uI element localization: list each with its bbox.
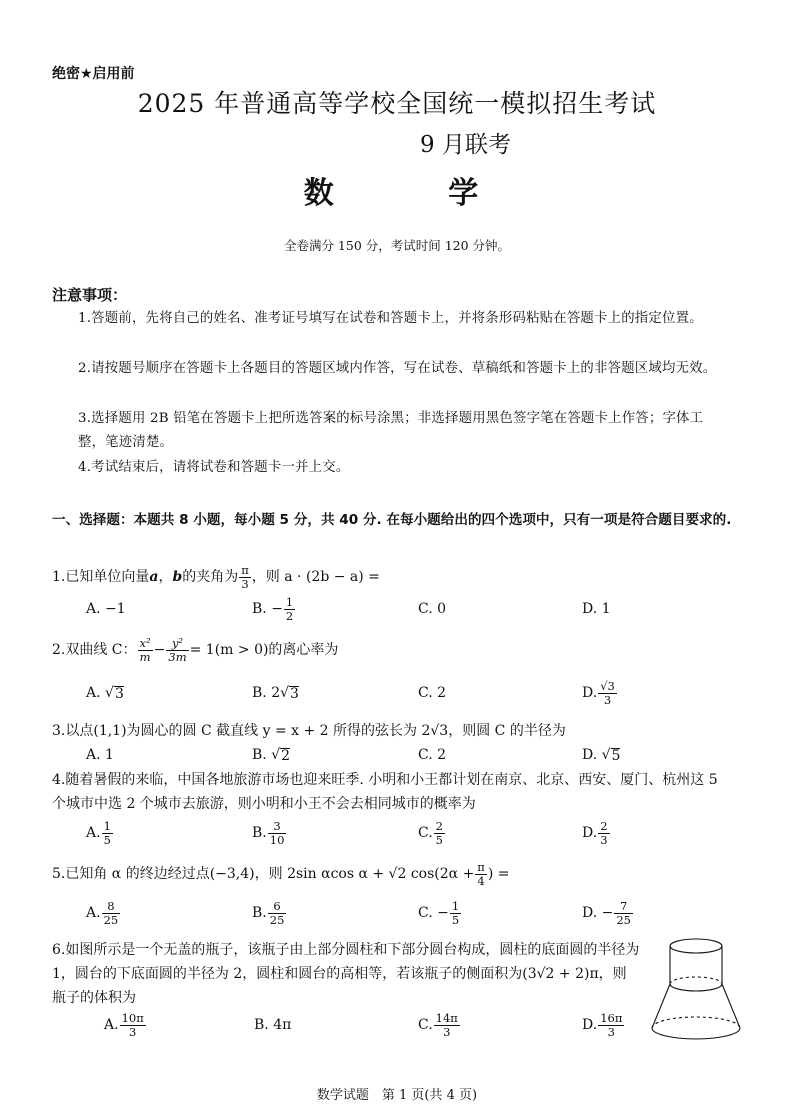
q4-option-a: A. $\frac{1}{5}$ xyxy=(86,818,111,847)
q1-option-c: C. 0 xyxy=(418,601,447,617)
q3-option-d: D. √ 5 xyxy=(582,747,621,764)
notice-item: 4.考试结束后，请将试卷和答题卡一并上交。 xyxy=(78,460,350,475)
cylinder-bottom-back xyxy=(670,977,722,984)
q3-option-b: B. √ 2 xyxy=(252,747,291,764)
q5-text-pre: 5.已知角 α 的终边经过点(−3,4)，则 2sin αcos α + √2 cos(2α + xyxy=(52,866,475,882)
q4-option-c: C. $\frac{2}{5}$ xyxy=(418,818,443,847)
q5-fraction: $\frac{\pi}{4}$ xyxy=(477,859,485,888)
q5-option-c: C. − $\frac{1}{5}$ xyxy=(418,898,460,927)
score-info: 全卷满分 150 分，考试时间 120 分钟。 xyxy=(283,238,511,253)
question-2 xyxy=(52,634,732,666)
q2-option-d: D. $\frac{√3}{3}$ xyxy=(582,678,615,707)
frustum-left-side xyxy=(652,984,670,1028)
q1-options xyxy=(86,592,726,626)
question-1 xyxy=(52,561,732,593)
notice-item: 3.选择题用 2B 铅笔在答题卡上把所选答案的标号涂黑；非选择题用黑色签字笔在答题卡上作答；字体工整，笔迹清楚。 xyxy=(78,411,704,450)
q2-option-c: C. 2 xyxy=(418,685,447,701)
q2-fraction-x: $\frac{\text{x²}}{m}$ xyxy=(139,635,151,664)
q5-option-a: A. $\frac{8}{25}$ xyxy=(86,898,119,927)
q2-option-a: A. √ 3 xyxy=(86,685,124,702)
q1-option-d: D. 1 xyxy=(582,601,611,617)
q2-text-pre: 2.双曲线 C： xyxy=(52,642,137,658)
q1-text-pre: 1.已知单位向量 xyxy=(52,569,150,585)
q4-option-b: B. $\frac{3}{10}$ xyxy=(252,818,285,847)
notice-item: 1.答题前，先将自己的姓名、准考证号填写在试卷和答题卡上，并将条形码粘贴在答题卡上的指定位置。 xyxy=(78,311,703,326)
q1-angle-fraction: $\frac{\pi}{3}$ xyxy=(241,562,249,591)
question-6: 6.如图所示是一个无盖的瓶子，该瓶子由上部分圆柱和下部分圆台构成，圆柱的底面圆的半径为 1，圆台的下底面圆的半径为 2，圆柱和圆台的高相等，若该瓶子的侧面积为(3√2 + 2)π，则瓶子的体积为 xyxy=(52,942,640,1006)
q1-text-post: ，则 a · (2b − a) = xyxy=(251,569,380,585)
question-3: 3.以点(1,1)为圆心的圆 C 截直线 y = x + 2 所得的弦长为 2√3，则圆 C 的半径为 xyxy=(52,723,566,739)
q1-option-a: A. −1 xyxy=(86,601,126,617)
q6-option-b: B. 4π xyxy=(254,1017,292,1033)
question-4: 4.随着暑假的来临，中国各地旅游市场也迎来旺季. 小明和小王都计划在南京、北京、西安、厦门、杭州这 5 个城市中选 2 个城市去旅游，则小明和小王不会去相同城市的概率为 xyxy=(52,772,718,812)
question-5 xyxy=(52,858,732,890)
q1-option-b: B. − $\frac{1}{2}$ xyxy=(252,594,294,623)
page-footer: 数学试题 第 1 页(共 4 页) xyxy=(316,1088,478,1103)
q5-option-d: D. − $\frac{7}{25}$ xyxy=(582,898,631,927)
q1-text-mid: 的夹角为 xyxy=(182,569,239,585)
q5-text-post: ) = xyxy=(487,866,510,882)
notice-heading: 注意事项： xyxy=(52,286,128,304)
subject-title: 数 学 xyxy=(303,176,531,211)
q4-option-d: D. $\frac{2}{3}$ xyxy=(582,818,608,847)
cylinder-top-rim xyxy=(670,939,722,953)
exam-subtitle: 9 月联考 xyxy=(420,132,511,158)
frustum-bottom-back xyxy=(652,1017,740,1028)
section-heading: 一、选择题：本题共 8 小题，每小题 5 分，共 40 分. 在每小题给出的四个选项中，只有一项是符合题目要求的. xyxy=(52,512,732,528)
q2-option-b: B. 2√ 3 xyxy=(252,685,299,702)
q1-vector-a: a xyxy=(149,569,159,585)
q6-option-a: A. $\frac{10\pi}{3}$ xyxy=(104,1010,144,1039)
q2-minus: − xyxy=(153,642,166,658)
q2-fraction-y: $\frac{\text{y²}}{3m}$ xyxy=(168,635,187,664)
q5-options xyxy=(86,896,726,930)
q3-option-c: C. 2 xyxy=(418,747,447,763)
q3-option-a: A. 1 xyxy=(86,747,114,763)
notice-item: 2.请按题号顺序在答题卡上各题目的答题区域内作答，写在试卷、草稿纸和答题卡上的非答题区域均无效。 xyxy=(78,361,717,376)
q1-vector-b: b xyxy=(172,569,183,585)
q2-options xyxy=(86,676,726,710)
frustum-bottom-front xyxy=(652,1028,740,1039)
q5-option-b: B. $\frac{6}{25}$ xyxy=(252,898,285,927)
frustum-right-side xyxy=(722,984,740,1028)
q6-option-c: C. $\frac{14\pi}{3}$ xyxy=(418,1010,458,1039)
exam-title: 2025 年普通高等学校全国统一模拟招生考试 xyxy=(137,89,657,118)
q4-options xyxy=(86,816,726,850)
q6-options xyxy=(104,1008,624,1042)
q1-comma: ， xyxy=(158,569,173,585)
confidential-label: 绝密★启用前 xyxy=(52,66,135,82)
q2-text-post: = 1(m > 0)的离心率为 xyxy=(189,642,339,658)
cylinder-bottom-front xyxy=(670,984,722,991)
bottle-figure xyxy=(648,936,744,1044)
q3-options xyxy=(86,740,726,770)
q6-option-d: D. $\frac{16\pi}{3}$ xyxy=(582,1010,623,1039)
